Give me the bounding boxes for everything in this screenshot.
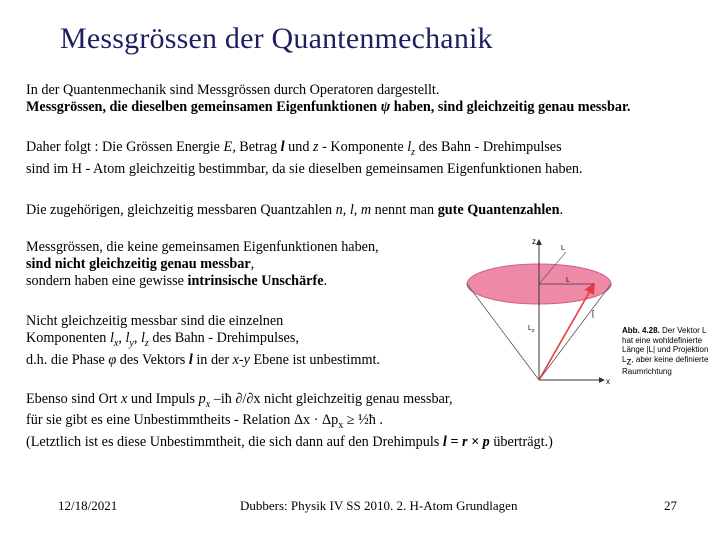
bracket-label: [ bbox=[592, 309, 595, 318]
lz-label-base: L bbox=[528, 325, 532, 332]
figure-caption bbox=[622, 326, 714, 376]
relation-sub: x bbox=[338, 420, 344, 432]
quantum-numbers-line bbox=[26, 202, 706, 219]
components-text: Komponenten bbox=[26, 329, 107, 346]
ly-symbol bbox=[125, 329, 134, 349]
momentum-operator: –iħ ∂/∂x bbox=[213, 390, 261, 407]
transfer-text: (Letztlich ist es diese Unbestimmtheit, die sich dann auf den Drehimpuls bbox=[26, 434, 440, 451]
lx-base: l bbox=[109, 329, 114, 346]
qn-text-a: Die zugehörigen, gleichzeitig messbaren Quantzahlen bbox=[26, 201, 333, 218]
px-sub: x bbox=[205, 398, 211, 410]
uncertainty-text: sondern haben eine gewisse bbox=[26, 272, 184, 289]
ly-sub: y bbox=[129, 337, 134, 349]
l-label: L bbox=[561, 245, 565, 252]
px-base: p bbox=[198, 390, 206, 407]
consequence-line-1 bbox=[26, 139, 706, 161]
qn-bold: gute Quantenzahlen bbox=[437, 201, 560, 218]
xy-symbol: x-y bbox=[232, 351, 250, 368]
lz2-base: l bbox=[140, 329, 145, 346]
ly-base: l bbox=[125, 329, 130, 346]
pm-text-a: Ebenso sind Ort bbox=[26, 390, 118, 407]
footer-source: Dubbers: Physik IV SS 2010. 2. H-Atom Grundlagen bbox=[240, 498, 518, 513]
pm-text-c: nicht gleichzeitig genau messbar, bbox=[264, 390, 453, 407]
caption-text-2: , aber keine definierte Raumrichtung bbox=[622, 354, 709, 376]
lz-symbol bbox=[407, 139, 416, 158]
energy-symbol: E, bbox=[223, 139, 236, 155]
relation-base: Δx · Δp bbox=[293, 412, 339, 429]
intrinsic-bold: intrinsische Unschärfe bbox=[187, 272, 324, 289]
lx-symbol bbox=[109, 329, 119, 349]
z-symbol: z bbox=[313, 139, 319, 155]
components-text-b: des Bahn - Drehimpulses, bbox=[152, 329, 299, 346]
lz2-sub: z bbox=[144, 337, 149, 349]
px-symbol bbox=[198, 390, 211, 410]
relation-text: für sie gibt es eine Unbestimmtheits - Relation bbox=[26, 412, 291, 429]
x-axis-label: x bbox=[606, 377, 610, 386]
consequence-text-a: Daher folgt : Die Grössen Energie bbox=[26, 139, 220, 155]
lx-label: L bbox=[566, 277, 570, 284]
footer-page-number: 27 bbox=[664, 498, 677, 513]
l-symbol: l bbox=[280, 139, 285, 155]
psi-symbol: ψ bbox=[380, 99, 391, 115]
lx-sub: x bbox=[113, 337, 119, 349]
lz-label bbox=[528, 325, 535, 334]
plane-text-a: in der bbox=[196, 351, 230, 368]
caption-sub: z bbox=[626, 356, 632, 368]
uncertainty-relation bbox=[293, 412, 383, 432]
intro-bold-line bbox=[26, 99, 706, 116]
l-vector-symbol: l bbox=[188, 351, 193, 368]
qn-end: . bbox=[559, 201, 564, 218]
caption-text: Der Vektor L hat eine wohldefinierte Länge |L| und Projektion L bbox=[622, 326, 709, 364]
lz2-symbol bbox=[140, 329, 149, 349]
lz-sub: z bbox=[411, 146, 416, 158]
transfer-end: überträgt.) bbox=[493, 434, 553, 451]
intro-bold-text-b: haben, sind gleichzeitig genau messbar. bbox=[393, 99, 631, 115]
lz-label-sub: z bbox=[531, 328, 535, 334]
qn-vars: n, l, m bbox=[335, 201, 372, 218]
components-line-1: Nicht gleichzeitig messbar sind die einzelnen bbox=[26, 312, 284, 329]
position-momentum-line-2 bbox=[26, 412, 706, 434]
x-symbol: x bbox=[120, 390, 128, 407]
position-momentum-line-1 bbox=[26, 391, 706, 413]
vector-text: des Vektors bbox=[119, 351, 186, 368]
z-axis-label: z bbox=[532, 237, 536, 246]
consequence-text-b: Betrag bbox=[239, 139, 278, 155]
intro-bold-text-a: Messgrössen, die dieselben gemeinsamen Eigenfunktionen bbox=[26, 99, 378, 115]
qn-text-b: nennt man bbox=[374, 201, 435, 218]
angular-momentum-eq: l = r × p bbox=[442, 434, 490, 451]
consequence-text-e: des Bahn - Drehimpulses bbox=[418, 139, 562, 155]
uncertainty-line-1: Messgrössen, die keine gemeinsamen Eigenfunktionen haben, bbox=[26, 238, 379, 255]
intro-line: In der Quantenmechanik sind Messgrössen durch Operatoren dargestellt. bbox=[26, 82, 440, 98]
consequence-text-d: - Komponente bbox=[322, 139, 404, 155]
phase-text: d.h. die Phase bbox=[26, 351, 105, 368]
consequence-text-c: und bbox=[288, 139, 310, 155]
uncertainty-bold: sind nicht gleichzeitig genau messbar bbox=[26, 255, 251, 272]
position-momentum-line-3 bbox=[26, 434, 706, 451]
slide-title: Messgrössen der Quantenmechanik bbox=[60, 22, 493, 55]
plane-text-b: Ebene ist unbestimmt. bbox=[253, 351, 380, 368]
pm-text-b: und Impuls bbox=[130, 390, 196, 407]
phi-symbol: φ bbox=[108, 351, 117, 368]
caption-label: Abb. 4.28. bbox=[622, 326, 660, 335]
consequence-line-2: sind im H - Atom gleichzeitig bestimmbar, da sie dieselben gemeinsamen Eigenfunktionen haben. bbox=[26, 160, 583, 177]
components-line-2: Komponenten $l_x$, $l_y$, $l_z$ des Bahn - Drehimpulses, bbox=[26, 329, 299, 349]
footer-date: 12/18/2021 bbox=[58, 498, 118, 513]
relation-end: ≥ ½ħ . bbox=[346, 412, 383, 429]
uncertainty-comma: , bbox=[250, 255, 255, 272]
lz-base: l bbox=[407, 139, 412, 155]
uncertainty-period: . bbox=[323, 272, 328, 289]
angular-momentum-cone-diagram bbox=[444, 232, 616, 392]
